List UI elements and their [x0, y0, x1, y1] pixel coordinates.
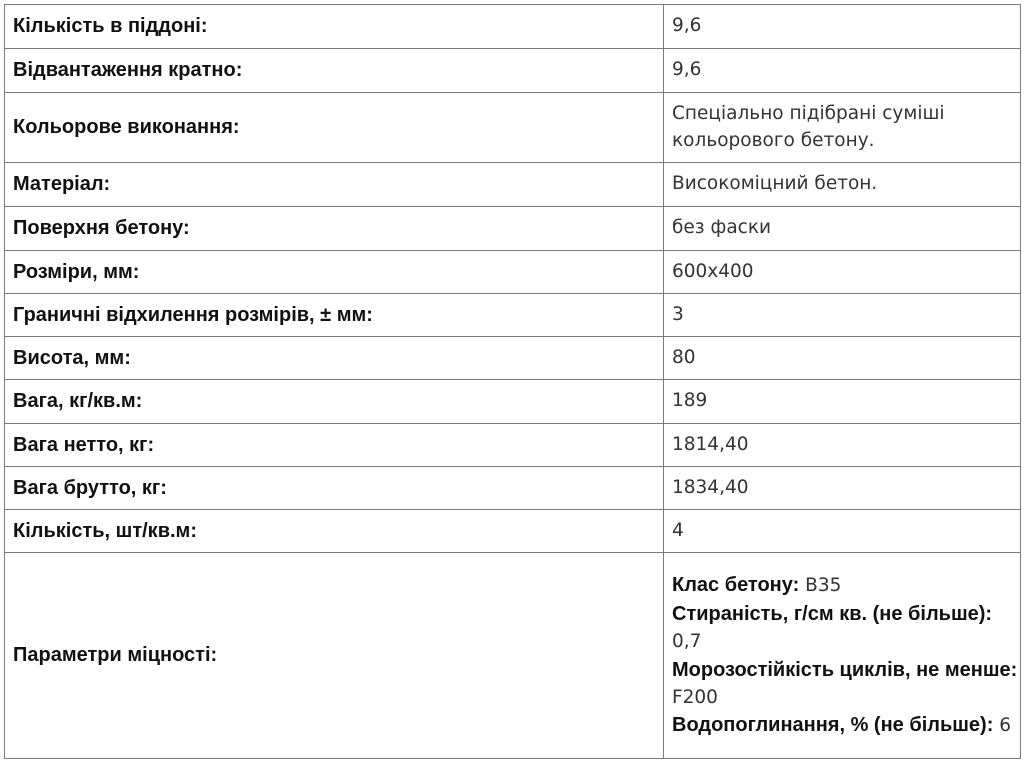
row-value: 80 [664, 337, 1021, 380]
row-label: Поверхня бетону: [5, 207, 664, 251]
strength-item [672, 600, 1020, 656]
table-row [5, 163, 1021, 207]
table-row [5, 5, 1021, 49]
strength-item-name: Водопоглинання, % (не більше): [672, 714, 994, 737]
row-label: Кількість, шт/кв.м: [5, 510, 664, 553]
strength-item [672, 656, 1020, 712]
strength-item [672, 711, 1020, 740]
row-label: Граничні відхилення розмірів, ± мм: [5, 294, 664, 337]
row-label: Розміри, мм: [5, 251, 664, 294]
row-value: 600х400 [664, 251, 1021, 294]
row-value: 9,6 [664, 49, 1021, 93]
strength-item-value: B35 [805, 574, 842, 596]
strength-item-name: Стираність, г/см кв. (не більше): [672, 602, 993, 625]
table-row [5, 510, 1021, 553]
strength-item [672, 571, 1020, 600]
strength-item-name: Морозостійкість циклів, не менше: [672, 658, 1018, 681]
strength-label: Параметри міцності: [5, 553, 664, 759]
strength-item-value: 0,7 [672, 630, 702, 652]
row-label: Відвантаження кратно: [5, 49, 664, 93]
strength-item-name: Клас бетону: [672, 573, 800, 596]
specifications-table [4, 4, 1021, 759]
row-value: 1814,40 [664, 424, 1021, 467]
row-value: 9,6 [664, 5, 1021, 49]
row-value: 1834,40 [664, 467, 1021, 510]
table-row [5, 337, 1021, 380]
table-row [5, 251, 1021, 294]
table-row [5, 294, 1021, 337]
strength-values [664, 553, 1021, 759]
row-label: Матеріал: [5, 163, 664, 207]
row-label: Вага, кг/кв.м: [5, 380, 664, 424]
strength-row [5, 553, 1021, 759]
table-row [5, 380, 1021, 424]
strength-item-value: F200 [672, 686, 718, 708]
row-value: 4 [664, 510, 1021, 553]
row-value: Спеціально підібрані суміші кольорового бетону. [664, 93, 1021, 163]
row-label: Кількість в піддоні: [5, 5, 664, 49]
row-label: Кольорове виконання: [5, 93, 664, 163]
table-row [5, 93, 1021, 163]
row-value: 3 [664, 294, 1021, 337]
table-row [5, 424, 1021, 467]
row-label: Вага брутто, кг: [5, 467, 664, 510]
row-value: Високоміцний бетон. [664, 163, 1021, 207]
table-row [5, 49, 1021, 93]
row-label: Висота, мм: [5, 337, 664, 380]
table-row [5, 467, 1021, 510]
row-value: 189 [664, 380, 1021, 424]
strength-item-value: 6 [999, 715, 1012, 737]
table-row [5, 207, 1021, 251]
row-label: Вага нетто, кг: [5, 424, 664, 467]
row-value: без фаски [664, 207, 1021, 251]
